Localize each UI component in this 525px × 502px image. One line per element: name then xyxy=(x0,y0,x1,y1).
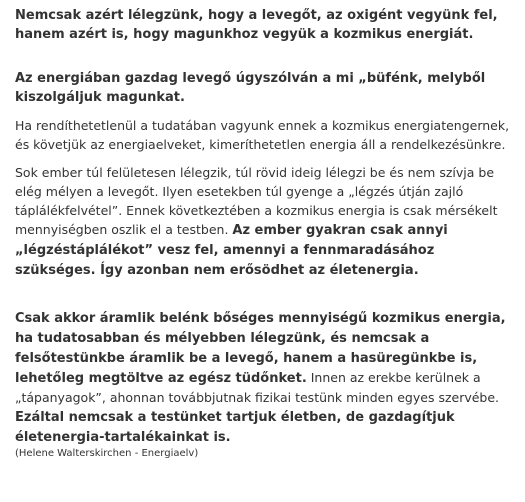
citation: (Helene Walterskirchen - Energiaelv) xyxy=(15,448,199,459)
shallow-breathing-text: Sok ember túl felületesen lélegzik, túl rövid ideig lélegzi be és nem szívja be elég mélyen a levegőt. Ilyen esetekben túl gyenge a „légzés útján zajló táplálékfelvétel”. Ennek következtében a kozmikus energia is csak mérsékelt mennyiségben oszlik el a testben. xyxy=(15,165,498,237)
intro-paragraph: Nemcsak azért lélegzünk, hogy a levegőt, az oxigént vegyünk fel, hanem azért is, hogy magunkhoz vegyük a kozmikus energiát. xyxy=(15,8,498,42)
deep-breathing-emphasis: Csak akkor áramlik belénk bőséges mennyiségű kozmikus energia, ha tudatosabban és mélyebben lélegzünk, és nemcsak a felsőtestünkbe áramlik be a levegő, hanem a hasüregünkbe is, lehetőleg megtöltve az egész tüdőnket. xyxy=(15,311,506,386)
shallow-breathing-emphasis: Az ember gyakran csak annyi „légzéstáplálékot” vesz fel, amennyi a fennmaradásához szükséges. Így azonban nem erősödhet az életenergia. xyxy=(15,223,448,278)
energy-sea-paragraph: Ha rendíthetetlenül a tudatában vagyunk ennek a kozmikus energiatengernek, és követjük az energiaelveket, kimeríthetetlen energia áll a rendelkezésünkre. xyxy=(15,118,510,152)
shallow-breathing-paragraph xyxy=(15,163,517,280)
energy-buffet-paragraph: Az energiában gazdag levegő úgyszólván a mi „büfénk, melyből kiszolgáljuk magunkat. xyxy=(15,71,486,105)
deep-breathing-conclusion: Ezáltal nemcsak a testünket tartjuk életben, de gazdagítjuk életenergia-tartalékainkat is. xyxy=(15,410,455,445)
deep-breathing-paragraph xyxy=(15,308,517,447)
deep-breathing-text: Innen az erekbe kerülnek a „tápanyagok”, ahonnan továbbjutnak fizikai testünk minden egyes szervébe. xyxy=(15,370,500,405)
